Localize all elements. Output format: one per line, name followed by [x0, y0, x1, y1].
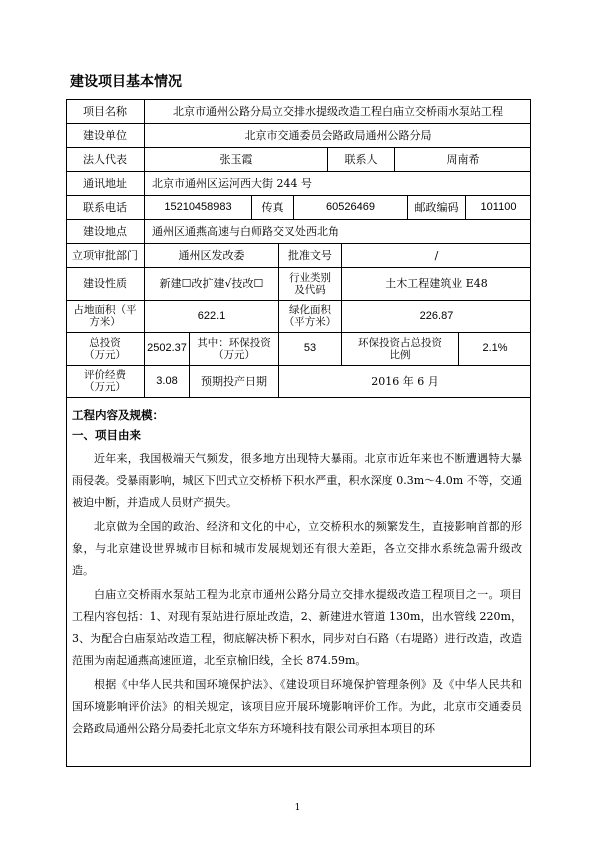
green-area-value: 226.87: [341, 300, 531, 332]
start-date-value: 2016 年 6 月: [278, 365, 531, 397]
table-rule: [66, 397, 531, 398]
fax-label: 传真: [251, 195, 293, 219]
unit-label: 建设单位: [83, 128, 127, 142]
paragraph: 近年来，我国极端天气频发，很多地方出现特大暴雨。北京市近年来也不断遭遇特大暴雨侵袭。受暴雨影响，城区下凹式立交桥桥下积水严重，积水深度 0.3m～4.0m 不等，交通被迫中断，并造成人员财产损失。: [72, 452, 522, 509]
legal-rep-label: 法人代表: [83, 152, 127, 166]
paragraph: 白庙立交桥雨水泵站工程为北京市通州公路分局立交排水提级改造工程项目之一。项目工程内容包括：1、对现有泵站进行原址改造，2、新建进水管道 130m，出水管线 220m，3、为配合白庙泵站改造工程，彻底解决桥下积水，同步对白石路（右堤路）进行改造，改造范围为南起通燕高速匝道，北至京榆旧线，全长 874.59m。: [72, 588, 522, 667]
row-location: [66, 219, 531, 243]
env-ratio-label: 环保投资占总投资比例: [341, 332, 458, 365]
total-invest-label: 总投资（万元）: [84, 336, 126, 361]
row-nature: [66, 267, 531, 300]
approval-dept-value: 通州区发改委: [144, 243, 278, 267]
env-ratio-value: 2.1%: [458, 332, 531, 365]
address-value: 北京市通州区运河西大街 244 号: [144, 171, 531, 195]
project-name-label: 项目名称: [83, 104, 127, 118]
section-heading: 建设项目基本情况: [70, 74, 182, 90]
postcode-label: 邮政编码: [407, 195, 465, 219]
industry-label: 行业类别及代码: [278, 267, 341, 300]
env-invest-value: 53: [278, 332, 341, 365]
row-address: [66, 171, 531, 195]
phone-label: 联系电话: [83, 200, 127, 214]
scope-title: 工程内容及规模：: [72, 408, 164, 422]
row-approval: [66, 243, 531, 267]
land-area-label: 占地面积（平方米）: [73, 304, 137, 328]
row-legal-rep: [66, 147, 531, 171]
fax-value: 60526469: [293, 195, 407, 219]
unit-value: 北京市交通委员会路政局通州公路分局: [144, 123, 531, 147]
nature-label: 建设性质: [83, 277, 127, 290]
body-text: [72, 448, 522, 740]
paragraph: 根据《中华人民共和国环境保护法》、《建设项目环境保护管理条例》及《中华人民共和国环境影响评价法》的相关规定，该项目应开展环境影响评价工作。为此，北京市交通委员会路政局通州公路分局委托北京文华东方环境科技有限公司承担本项目的环: [72, 678, 522, 735]
row-investment: [66, 332, 531, 365]
legal-rep-value: 张玉霞: [144, 147, 327, 171]
start-date-label: 预期投产日期: [189, 365, 278, 397]
approval-dept-label: 立项审批部门: [72, 248, 138, 262]
nature-value: 新建☐改扩建√技改☐: [144, 267, 278, 300]
env-invest-label: 其中：环保投资（万元）: [189, 332, 278, 365]
approval-no-value: /: [341, 243, 531, 267]
postcode-value: 101100: [465, 195, 531, 219]
green-area-label: 绿化面积（平方米）: [278, 300, 341, 332]
land-area-value: 622.1: [144, 300, 278, 332]
page-number: 1: [294, 803, 301, 813]
contact-value: 周南希: [394, 147, 531, 171]
row-eval-fee: [66, 365, 531, 397]
location-value: 通州区通燕高速与白师路交叉处西北角: [144, 219, 531, 243]
row-area: [66, 300, 531, 332]
row-unit: [66, 123, 531, 147]
industry-value: 土木工程建筑业 E48: [341, 267, 531, 300]
eval-fee-value: 3.08: [144, 365, 189, 397]
total-invest-value: 2502.37: [144, 332, 189, 365]
section-1-title: 一、项目由来: [72, 428, 141, 442]
paragraph: 北京做为全国的政治、经济和文化的中心，立交桥积水的频繁发生，直接影响首都的形象，与北京建设世界城市目标和城市发展规划还有很大差距，各立交排水系统急需升级改造。: [72, 520, 522, 577]
eval-fee-label: 评价经费（万元）: [84, 369, 126, 393]
project-name-value: 北京市通州公路分局立交排水提级改造工程白庙立交桥雨水泵站工程: [144, 99, 531, 123]
approval-no-label: 批准文号: [278, 243, 341, 267]
row-phone: [66, 195, 531, 219]
location-label: 建设地点: [83, 224, 127, 238]
phone-value: 15210458983: [144, 195, 251, 219]
contact-label: 联系人: [327, 147, 394, 171]
row-project-name: [66, 99, 531, 123]
address-label: 通讯地址: [83, 176, 127, 190]
